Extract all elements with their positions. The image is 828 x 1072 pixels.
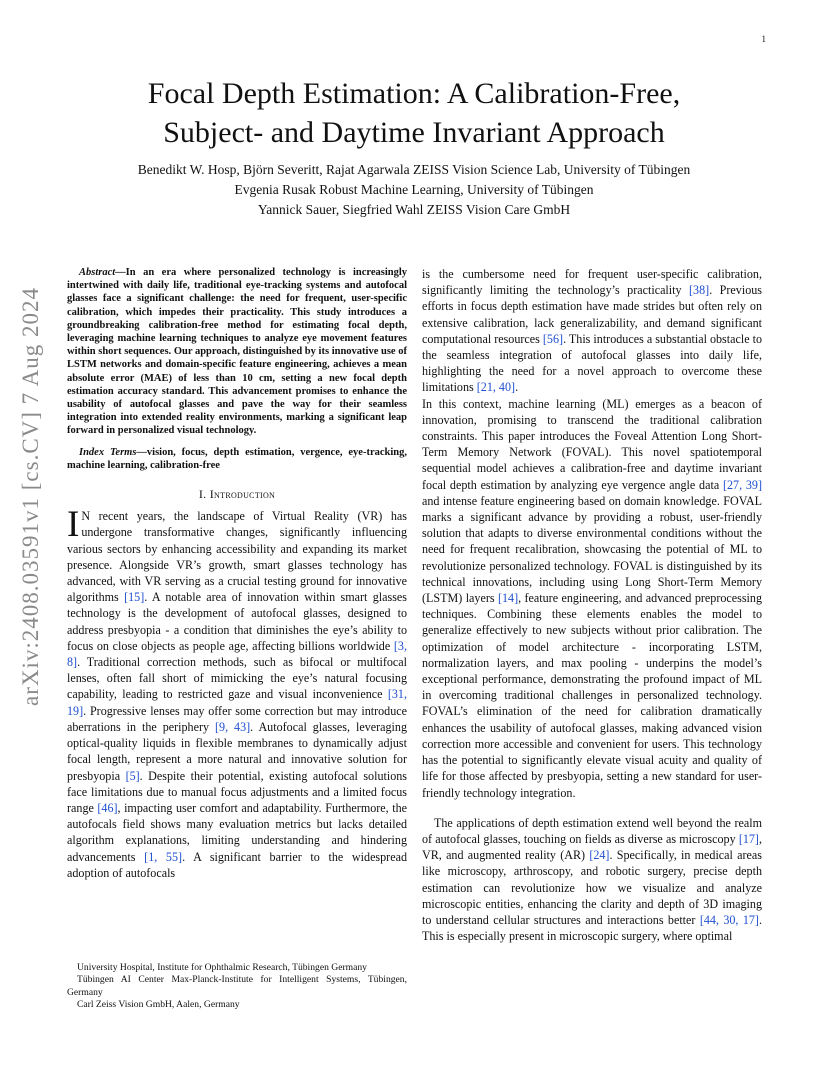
intro-text-1: N recent years, the landscape of Virtual Reality (VR) has undergone transformative changes, significantly influencing various sectors by enhancing accessibility and expanding its market presence. Alongside VR’s growth, smart glasses technology has advanced, with VR serving as a crucial testing ground for innovative algorithms <box>67 509 407 605</box>
author-line-3: Yannick Sauer, Siegfried Wahl ZEISS Vision Care GmbH <box>257 202 571 217</box>
citation-link[interactable]: [1, 55] <box>144 849 183 864</box>
abstract-label: Abstract <box>79 267 116 278</box>
citation-link[interactable]: [21, 40] <box>476 380 516 395</box>
citation-link[interactable]: [9, 43] <box>215 719 251 734</box>
intro-text-2: . A notable area of innovation within smart glasses technology is the development of autofocal glasses, designed to address presbyopia - a condition that diminishes the eye’s ability to focus on close objects as people age, affecting billions worldwide <box>67 590 407 653</box>
author-line-2: Evgenia Rusak Robust Machine Learning, University of Tübingen <box>234 182 594 197</box>
index-terms <box>67 446 407 472</box>
intro-text-8: . A significant barrier to the widespread adoption of autofocals <box>67 849 407 880</box>
left-column <box>67 266 407 881</box>
citation-link[interactable]: [3, 8] <box>67 638 407 670</box>
citation-link[interactable]: [38] <box>689 283 710 298</box>
citation-link[interactable]: [15] <box>124 590 145 605</box>
p3-text-2: , VR, and augmented reality (AR) <box>422 831 762 863</box>
title-line-1: Focal Depth Estimation: A Calibration-Free, <box>147 77 681 110</box>
arxiv-identifier-stamp: arXiv:2408.03591v1 [cs.CV] 7 Aug 2024 <box>18 286 43 706</box>
right-column <box>422 266 762 944</box>
index-terms-label: Index Terms <box>79 446 137 458</box>
abstract <box>67 266 407 438</box>
p3-text-3: . Specifically, in medical areas like microscopy, arthroscopy, and robotic surgery, precise depth estimation can revolutionize how we visualize and analyze microscopic entities, enhancing the clarity and depth of 3D imaging to understand cellular structures and interactions better <box>422 848 762 927</box>
intro-text-4: . Progressive lenses may offer some correction but may introduce aberrations in the periphery <box>67 703 407 734</box>
citation-link[interactable]: [14] <box>497 591 519 606</box>
paper-title <box>64 74 764 152</box>
introduction-paragraph <box>67 504 408 881</box>
intro-text-6: . Despite their potential, existing autofocal solutions face limitations due to manual focus adjustments and a limited focus range <box>67 768 408 815</box>
intro-text-3: . Traditional correction methods, such as bifocal or multifocal lenses, often fall short of mimicking the eye’s natural focusing capability, leading to restricted gaze and visual inconvenience <box>67 655 407 702</box>
p3-text-1: The applications of depth estimation extend well beyond the realm of autofocal glasses, touching on fields as diverse as microscopy <box>422 815 762 846</box>
drop-cap: I <box>67 504 80 546</box>
footnote-1: University Hospital, Institute for Ophthalmic Research, Tübingen Germany <box>77 962 367 973</box>
author-block <box>64 160 764 220</box>
citation-link[interactable]: [5] <box>125 768 140 783</box>
intro-text-7: , impacting user comfort and adaptability. Furthermore, the autofocals field shows many evaluation metrics but lacks detailed algorithm explanations, limiting understanding and hindering advancements <box>67 800 407 864</box>
index-terms-text: —vision, focus, depth estimation, vergence, eye-tracking, machine learning, calibration-free <box>67 446 407 471</box>
abstract-text: —In an era where personalized technology is increasingly intertwined with daily life, traditional eye-tracking systems and autofocal glasses face a significant challenge: the need for frequent, user-specific calibration, which impedes their practicality. This study introduces a groundbreaking calibration-free method for estimating focal depth, leveraging machine learning techniques to analyze eye movement features within short sequences. Our approach, distinguished by its innovative use of LSTM networks and domain-specific feature engineering, achieves a mean absolute error (MAE) of less than 10 cm, setting a new focal depth estimation accuracy standard. This advancement promises to enhance the usability of autofocal glasses and pave the way for their seamless integration into extended reality environments, marking a significant leap forward in personalized visual technology. <box>67 267 407 437</box>
p1-text-4: . <box>515 380 519 395</box>
p1-text-3: . This introduces a substantial obstacle to the seamless integration of autofocal glasses into daily life, highlighting the need for a novel approach to overcome these limitations <box>422 331 763 395</box>
p3-text-4: . This is especially present in microscopic surgery, where optimal <box>422 912 762 944</box>
page-number: 1 <box>761 34 766 44</box>
p2-text-1: In this context, machine learning (ML) emerges as a beacon of innovation, promising to transcend the traditional calibration constraints. This paper introduces the Foveal Attention Long Short-Term Memory Network (FOVAL). This novel spatiotemporal sequential model achieves a calibration-free and daytime invariant focal depth estimation by analyzing eye vergence angle data <box>422 396 762 492</box>
body-paragraph-3 <box>422 815 762 945</box>
citation-link[interactable]: [27, 39] <box>722 477 762 492</box>
footnote-2: Tübingen AI Center Max-Planck-Institute for Intelligent Systems, Tübingen, Germany <box>67 974 407 998</box>
citation-link[interactable]: [56] <box>542 331 564 346</box>
citation-link[interactable]: [46] <box>97 800 118 815</box>
citation-link[interactable]: [17] <box>738 831 759 846</box>
p1-text-1: is the cumbersome need for frequent user-specific calibration, significantly limiting the technology’s practicality <box>422 267 762 298</box>
footnote-3: Carl Zeiss Vision GmbH, Aalen, Germany <box>77 998 240 1010</box>
body-paragraph-1 <box>422 266 762 396</box>
citation-link[interactable]: [31, 19] <box>67 687 407 718</box>
p2-text-2: and intense feature engineering based on domain knowledge. FOVAL marks a significant advance by providing a robust, user-friendly solution that adapts to diverse environmental conditions without the need for frequent recalibration, showcasing the potential of ML to revolutionize personalized technology. FOVAL is distinguished by its technical innovations, including using Long Short-Term Memory (LSTM) layers <box>422 493 762 606</box>
intro-text-5: . Autofocal glasses, leveraging optical-quality liquids in flexible membranes to dynamically adjust focal length, represent a more natural and innovative solution for presbyopia <box>67 719 407 783</box>
title-line-2: Subject- and Daytime Invariant Approach <box>163 116 665 149</box>
p2-text-3: , feature engineering, and advanced preprocessing techniques. Combining these elements enables the model to generalize effectively to new subjects without prior calibration. The optimization of model architecture - incorporating LSTM, normalization layers, and max pooling - underpins the model’s exceptional performance, demonstrating the profound impact of ML in overcoming traditional challenges in personalized technology. FOVAL’s elimination of the need for calibration dramatically enhances the usability of autofocal glasses, making advanced vision correction more accessible and convenient for users. This technology has the potential to significantly elevate visual acuity and quality of life for those affected by presbyopia, setting a new standard for user-friendly technology integration. <box>422 591 762 800</box>
footnotes <box>67 962 407 1011</box>
body-paragraph-2 <box>422 396 762 801</box>
citation-link[interactable]: [44, 30, 17] <box>699 912 759 927</box>
section-heading-introduction: I. Introduction <box>198 487 276 502</box>
citation-link[interactable]: [24] <box>589 848 610 863</box>
paragraph-gap <box>422 801 762 815</box>
p1-text-2: . Previous efforts in focus depth estimation have made strides but often rely on extensive calibration, lack generalizability, and demand significant computational resources <box>422 283 762 346</box>
author-line-1: Benedikt W. Hosp, Björn Severitt, Rajat Agarwala ZEISS Vision Science Lab, University of Tübingen <box>137 162 691 177</box>
